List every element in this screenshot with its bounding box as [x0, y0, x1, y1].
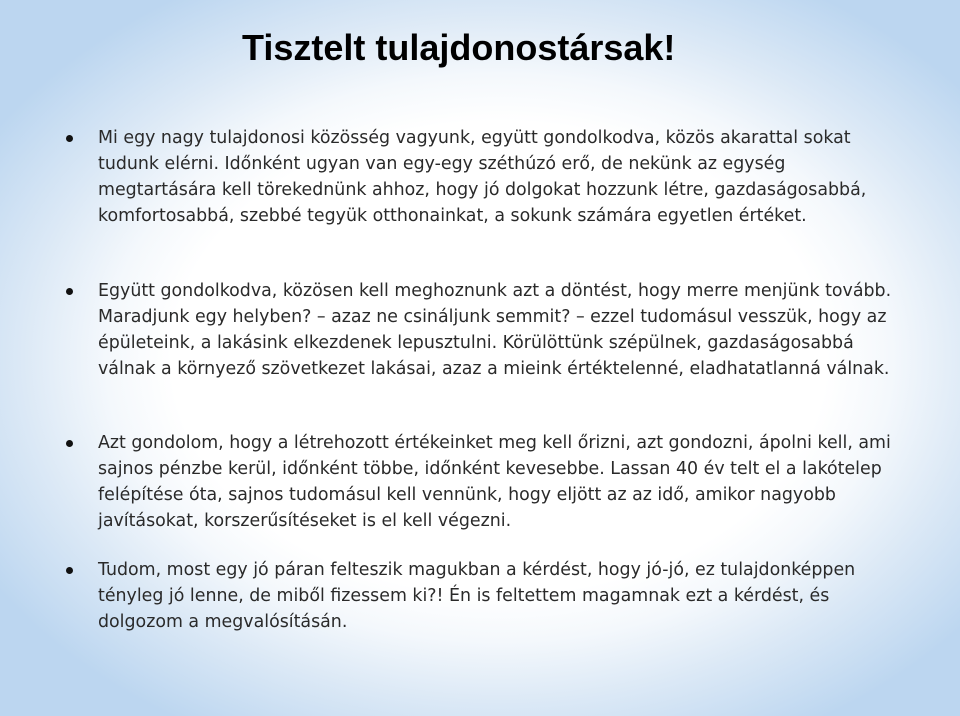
slide-title: Tisztelt tulajdonostársak! — [242, 27, 676, 68]
bullet-dot-icon — [66, 440, 73, 447]
bullet-dot-icon — [66, 288, 73, 295]
bullet-dot-icon — [66, 135, 73, 142]
bullet-text: Mi egy nagy tulajdonosi közösség vagyunk, együtt gondolkodva, közös akarattal sokat tudunk elérni. Időnként ugyan van egy-egy széthúzó erő, de nekünk az egység megtartására kell törekednünk ahhoz, hogy jó dolgokat hozzunk létre, gazdaságosabbá, komfortosabbá, szebbé tegyük otthonainkat, a sokunk számára egyetlen értéket. — [98, 128, 867, 226]
bullet-text: Együtt gondolkodva, közösen kell meghoznunk azt a döntést, hogy merre menjünk tovább. Maradjunk egy helyben? – azaz ne csináljunk semmit? – ezzel tudomásul vesszük, hogy az épületeink, a lakásink elkezdenek lepusztulni. Körülöttünk szépülnek, gazdaságosabbá válnak a környező szövetkezet lakásai, azaz a mieink értéktelenné, eladhatatlanná válnak. — [98, 281, 892, 379]
bullet-text: Azt gondolom, hogy a létrehozott értékeinket meg kell őrizni, azt gondozni, ápolni kell, ami sajnos pénzbe kerül, időnként többe, időnként kevesebbe. Lassan 40 év telt el a lakótelep felépítése óta, sajnos tudomásul kell vennünk, hogy eljött az az idő, amikor nagyobb javításokat, korszerűsítéseket is el kell végezni. — [98, 433, 891, 531]
bullet-text: Tudom, most egy jó páran felteszik magukban a kérdést, hogy jó-jó, ez tulajdonképpen tényleg jó lenne, de miből fizessem ki?! Én is feltettem magamnak ezt a kérdést, és dolgozom a megvalósításán. — [98, 560, 856, 632]
bullet-dot-icon — [66, 567, 73, 574]
